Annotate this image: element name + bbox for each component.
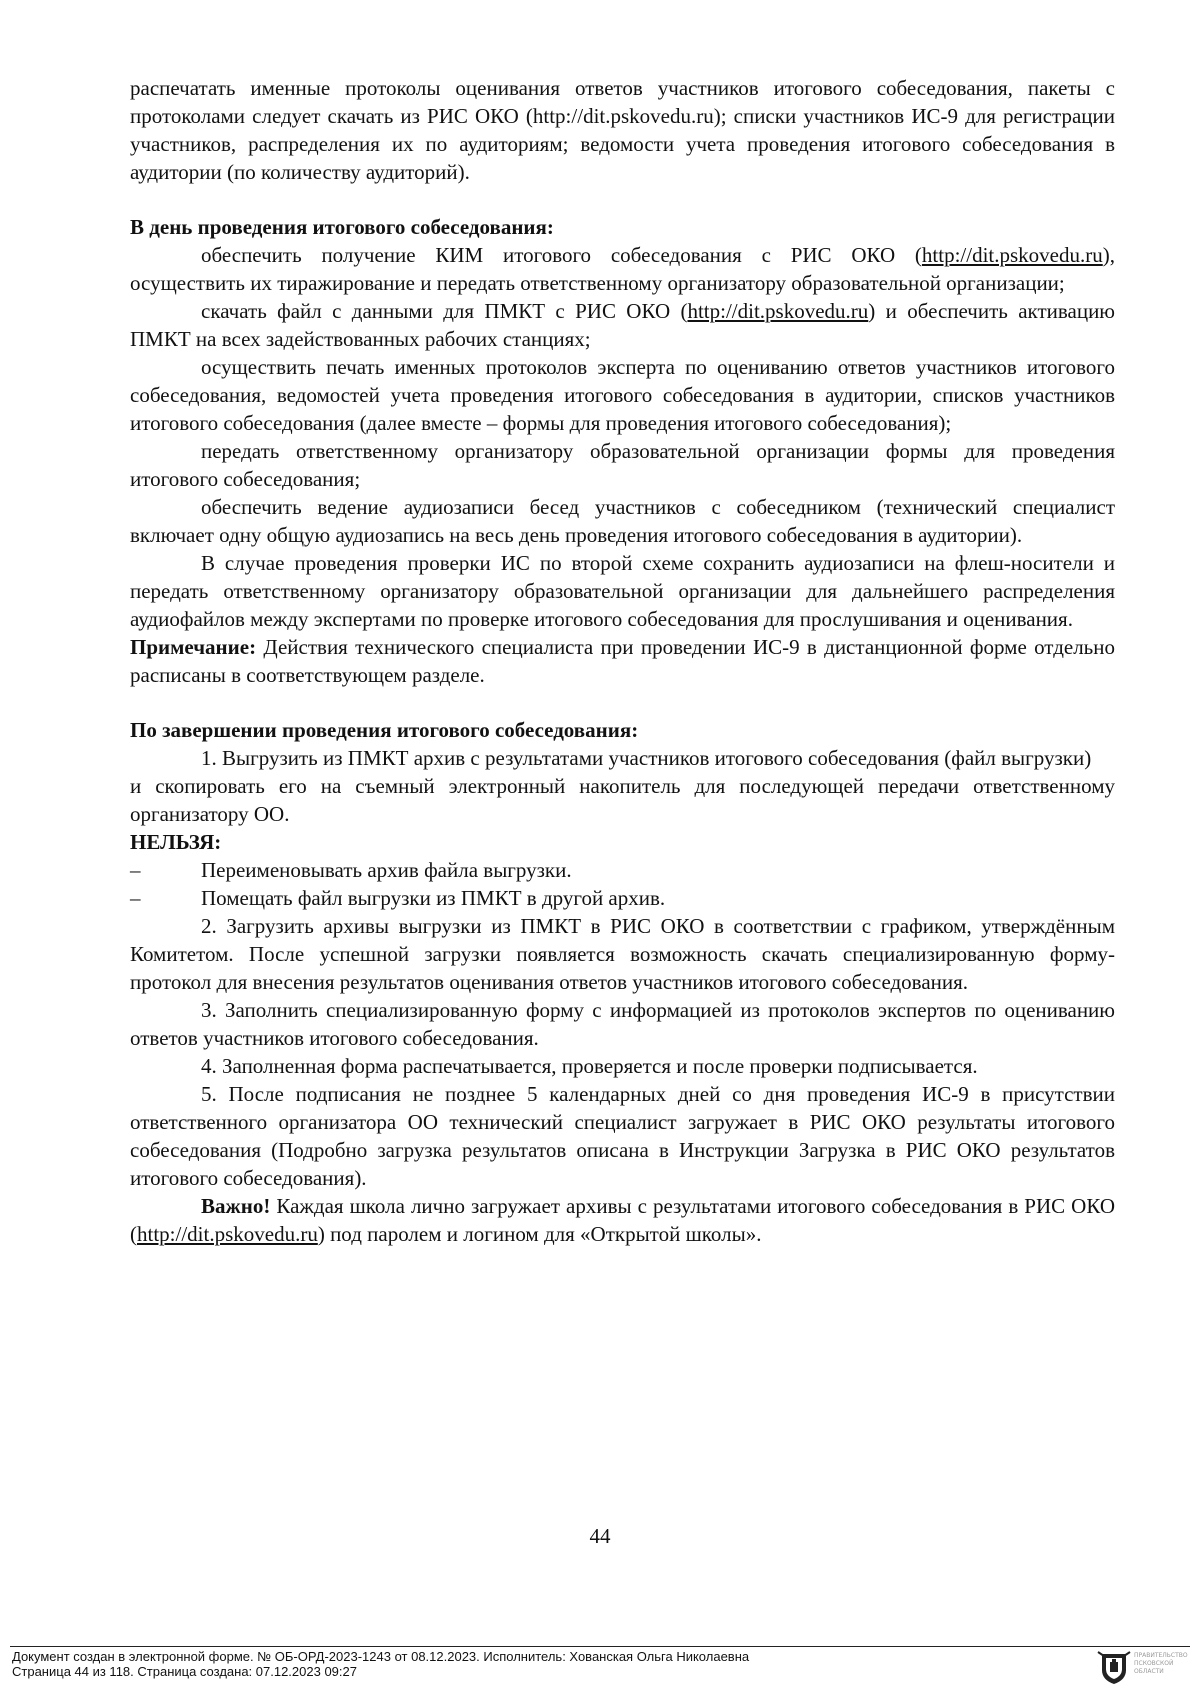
paragraph-second-scheme: В случае проведения проверки ИС по второй схеме сохранить аудиозаписи на флеш-носители и передать ответственному организатору образовательной организации для дальнейшего распределения аудиофайлов между экспертами по проверке итогового собеседования для прослушивания и оценивания.	[130, 551, 1115, 631]
dash-marker: –	[130, 886, 141, 910]
list-item: – Переименовывать архив файла выгрузки.	[130, 858, 572, 882]
important-label: Важно!	[201, 1194, 271, 1218]
paragraph-get-kim: обеспечить получение КИМ итогового собеседования с РИС ОКО (http://dit.pskovedu.ru), осуществить их тиражирование и передать ответственному организатору образовательной организации;	[130, 243, 1115, 295]
heading-after-exam: По завершении проведения итогового собеседования:	[130, 718, 639, 742]
page-number: 44	[589, 1524, 611, 1548]
paragraph-print-forms: осуществить печать именных протоколов эксперта по оцениванию ответов участников итогового собеседования, ведомостей учета проведения итогового собеседования в аудитории, списков участников итогового собеседования (далее вместе – формы для проведения итогового собеседования);	[130, 355, 1115, 435]
dash-marker: –	[130, 858, 141, 882]
heading-exam-day: В день проведения итогового собеседования:	[130, 215, 554, 239]
step-5: 5. После подписания не позднее 5 календарных дней со дня проведения ИС-9 в присутствии ответственного организатора ОО технический специалист загружает в РИС ОКО результаты итогового собеседования (Подробно загрузка результатов описана в Инструкции Загрузка в РИС ОКО результатов итогового собеседования).	[130, 1082, 1115, 1190]
footer-document-info: Документ создан в электронной форме. № ОБ-ОРД-2023-1243 от 08.12.2023. Исполнитель: Хованская Ольга Николаевна	[12, 1649, 750, 1664]
footer-page-info: Страница 44 из 118. Страница создана: 07.12.2023 09:27	[12, 1664, 357, 1679]
list-item: – Помещать файл выгрузки из ПМКТ в другой архив.	[130, 886, 666, 910]
step-2: 2. Загрузить архивы выгрузки из ПМКТ в РИС ОКО в соответствии с графиком, утверждённым Комитетом. После успешной загрузки появляется возможность скачать специализированную форму-протокол для внесения результатов оценивания ответов участников итогового собеседования.	[130, 914, 1115, 994]
coat-of-arms-icon	[1096, 1650, 1132, 1686]
paragraph-hand-over-forms: передать ответственному организатору образовательной организации формы для проведения итогового собеседования;	[130, 439, 1115, 491]
paragraph-important: Важно! Каждая школа лично загружает архивы с результатами итогового собеседования в РИС ОКО (http://dit.pskovedu.ru) под паролем и логином для «Открытой школы».	[130, 1194, 1115, 1246]
document-body	[130, 74, 1115, 1248]
step-1-continued: и скопировать его на съемный электронный накопитель для последующей передачи ответственному организатору ОО.	[130, 774, 1115, 826]
step-1: 1. Выгрузить из ПМКТ архив с результатами участников итогового собеседования (файл выгрузки)	[201, 746, 1092, 770]
note-label: Примечание:	[130, 635, 257, 659]
paragraph-note: Примечание: Действия технического специалиста при проведении ИС-9 в дистанционной форме отдельно расписаны в соответствующем разделе.	[130, 635, 1115, 687]
link-ris-oko[interactable]: http://dit.pskovedu.ru	[921, 243, 1103, 267]
crest-caption: ПРАВИТЕЛЬСТВО ПСКОВСКОЙ ОБЛАСТИ	[1134, 1652, 1188, 1675]
paragraph-audio-recording: обеспечить ведение аудиозаписи бесед участников с собеседником (технический специалист включает одну общую аудиозапись на весь день проведения итогового собеседования в аудитории).	[130, 495, 1115, 547]
paragraph-print-protocols: распечатать именные протоколы оценивания ответов участников итогового собеседования, пакеты с протоколами следует скачать из РИС ОКО (http://dit.pskovedu.ru); списки участников ИС-9 для регистрации участников, распределения их по аудиториям; ведомости учета проведения итогового собеседования в аудитории (по количеству аудиторий).	[130, 76, 1115, 184]
step-4: 4. Заполненная форма распечатывается, проверяется и после проверки подписывается.	[201, 1054, 978, 1078]
step-3: 3. Заполнить специализированную форму с информацией из протоколов экспертов по оцениванию ответов участников итогового собеседования.	[130, 998, 1115, 1050]
link-ris-oko[interactable]: http://dit.pskovedu.ru	[137, 1222, 318, 1246]
footer-divider	[10, 1646, 1190, 1647]
paragraph-download-pmkt: скачать файл с данными для ПМКТ с РИС ОКО (http://dit.pskovedu.ru) и обеспечить активацию ПМКТ на всех задействованных рабочих станциях;	[130, 299, 1115, 351]
link-ris-oko[interactable]: http://dit.pskovedu.ru	[687, 299, 869, 323]
footer	[12, 1649, 749, 1679]
heading-forbidden: НЕЛЬЗЯ:	[130, 830, 222, 854]
